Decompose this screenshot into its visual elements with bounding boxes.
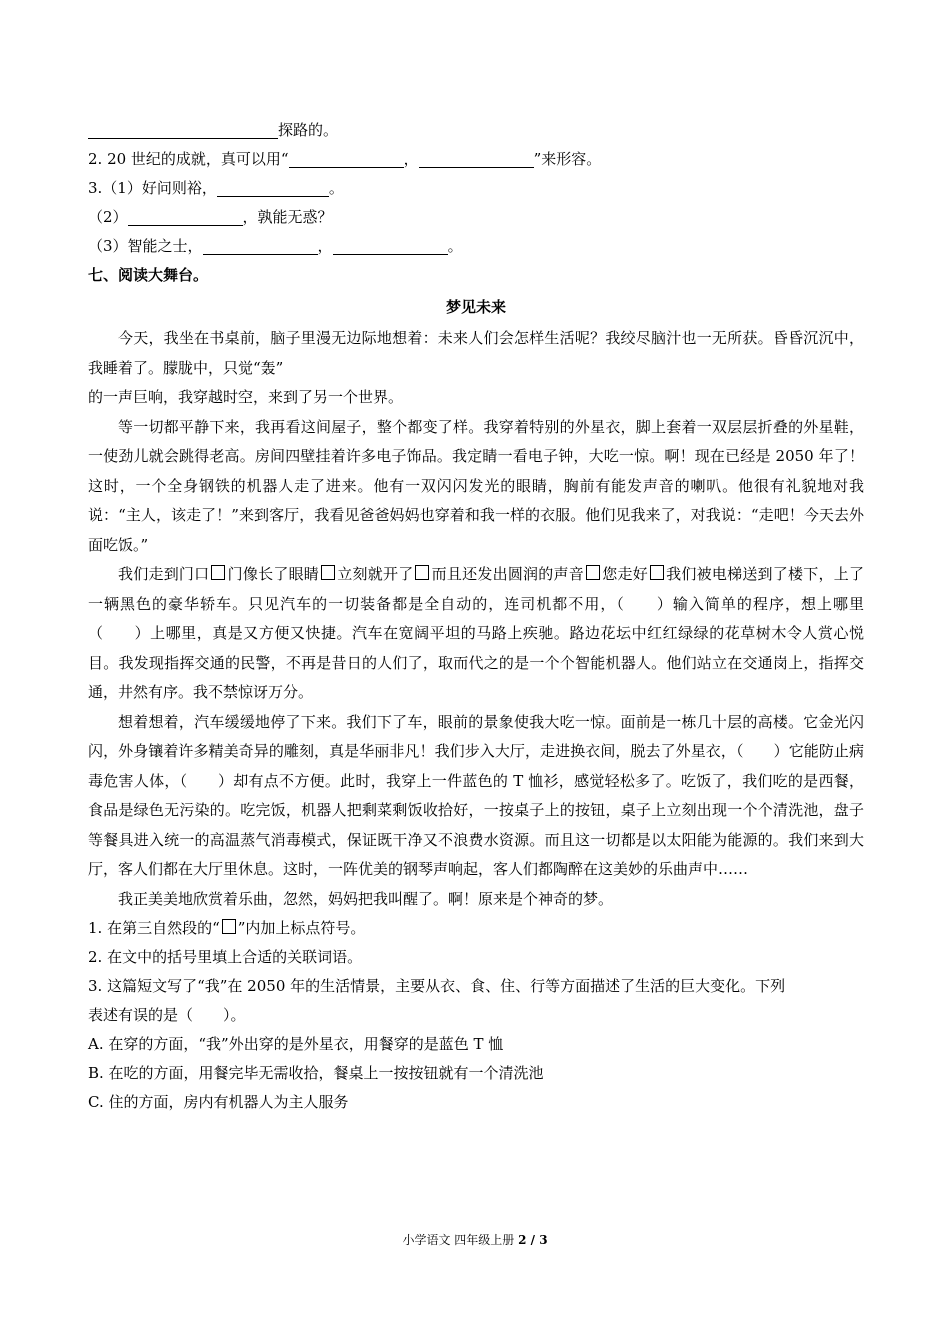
- punctuation-box: [321, 565, 335, 580]
- fill-q2: 2. 20 世纪的成就，真可以用“ ， ”来形容。: [88, 150, 602, 168]
- answer-blank: [289, 149, 404, 168]
- page-number: 2: [518, 1233, 527, 1247]
- fill-q3-3: （3）智能之士， ， 。: [88, 237, 463, 255]
- answer-blank: [333, 236, 448, 255]
- question-2: 2. 在文中的括号里填上合适的关联词语。: [88, 948, 363, 966]
- passage-paragraph-3: 我们走到门口 门像长了眼睛 立刻就开了 而且还发出圆润的声音 您走好 我们被电梯送到了楼下，上了一辆黑色的豪华轿车。只见汽车的一切装备都是全自动的，连司机都不用，（ ）输入简单的程序，想上哪里（ ）上哪里，真是又方便又快捷。汽车在宽阔平坦的马路上疾驰。路边花坛中红红绿绿的花草树木令人赏心悦目。我发现指挥交通的民警，不再是昔日的人们了，取而代之的是一个个智能机器人。他们站立在交通岗上，指挥交通，井然有序。我不禁惊讶万分。: [88, 565, 864, 701]
- question-3a: 3. 这篇短文写了“我”在 2050 年的生活情景，主要从衣、食、住、行等方面描述了生活的巨大变化。下列: [88, 977, 786, 995]
- worksheet-page: [88, 116, 864, 1117]
- passage-paragraph-2: 等一切都平静下来，我再看这间屋子，整个都变了样。我穿着特别的外星衣，脚上套着一双层层折叠的外星鞋，一使劲儿就会跳得老高。房间四壁挂着许多电子饰品。我定睛一看电子钟，大吃一惊。啊！现在已经是 2050 年了！这时，一个全身钢铁的机器人走了进来。他有一双闪闪发光的眼睛，胸前有能发声音的喇叭。他很有礼貌地对我说：“主人，该走了！”来到客厅，我看见爸爸妈妈也穿着和我一样的衣服。他们见我来了，对我说：“走吧！今天去外面吃饭。”: [88, 417, 864, 554]
- answer-blank: [217, 178, 329, 197]
- option-c: C. 住的方面，房内有机器人为主人服务: [88, 1093, 349, 1111]
- option-a: A. 在穿的方面，“我”外出穿的是外星衣，用餐穿的是蓝色 T 恤: [88, 1035, 504, 1053]
- punctuation-box: [586, 565, 600, 580]
- passage-paragraph-1b: 的一声巨响，我穿越时空，来到了另一个世界。: [88, 388, 404, 406]
- option-b: B. 在吃的方面，用餐完毕无需收拾，餐桌上一按按钮就有一个清洗池: [88, 1064, 544, 1082]
- question-3b: 表述有误的是（ ）。: [88, 1006, 246, 1024]
- punctuation-box: [650, 565, 664, 580]
- passage-paragraph-5: 我正美美地欣赏着乐曲，忽然，妈妈把我叫醒了。啊！原来是个神奇的梦。: [118, 889, 614, 908]
- punctuation-box: [211, 565, 225, 580]
- page-total: / 3: [526, 1233, 548, 1247]
- punctuation-box: [222, 919, 236, 934]
- answer-blank: [419, 149, 534, 168]
- question-1: 1. 在第三自然段的“ ”内加上标点符号。: [88, 919, 366, 937]
- passage-title: 梦见未来: [445, 298, 506, 316]
- answer-blank: [88, 120, 278, 139]
- section-heading: 七、阅读大舞台。: [88, 266, 209, 284]
- fill-q1-tail: 探路的。: [88, 116, 864, 145]
- passage-paragraph-4: 想着想着，汽车缓缓地停了下来。我们下了车，眼前的景象使我大吃一惊。面前是一栋几十层的高楼。它金光闪闪，外身镶着许多精美奇异的雕刻，真是华丽非凡！我们步入大厅，走进换衣间，脱去了外星衣，（ ）它能防止病毒危害人体，（ ）却有点不方便。此时，我穿上一件蓝色的 T 恤衫，感觉轻松多了。吃饭了，我们吃的是西餐，食品是绿色无污染的。吃完饭，机器人把剩菜剩饭收拾好，一按桌子上的按钮，桌子上立刻出现一个个清洗池，盘子等餐具进入统一的高温蒸气消毒模式，保证既干净又不浪费水资源。而且这一切都是以太阳能为能源的。我们来到大厅，客人们都在大厅里休息。这时，一阵优美的钢琴声响起，客人们都陶醉在这美妙的乐曲声中……: [88, 712, 864, 878]
- answer-blank: [203, 236, 318, 255]
- passage-paragraph-1a: 今天，我坐在书桌前，脑子里漫无边际地想着：未来人们会怎样生活呢？我绞尽脑汁也一无所获。昏昏沉沉中，我睡着了。朦胧中，只觉“轰”: [88, 329, 864, 377]
- fill-q3-1: 3.（1）好问则裕， 。: [88, 179, 344, 197]
- page-footer: 小学语文 四年级上册 2 / 3: [402, 1233, 548, 1247]
- answer-blank: [128, 207, 243, 226]
- fill-q3-2: （2） ，孰能无惑？: [88, 208, 333, 226]
- punctuation-box: [415, 565, 429, 580]
